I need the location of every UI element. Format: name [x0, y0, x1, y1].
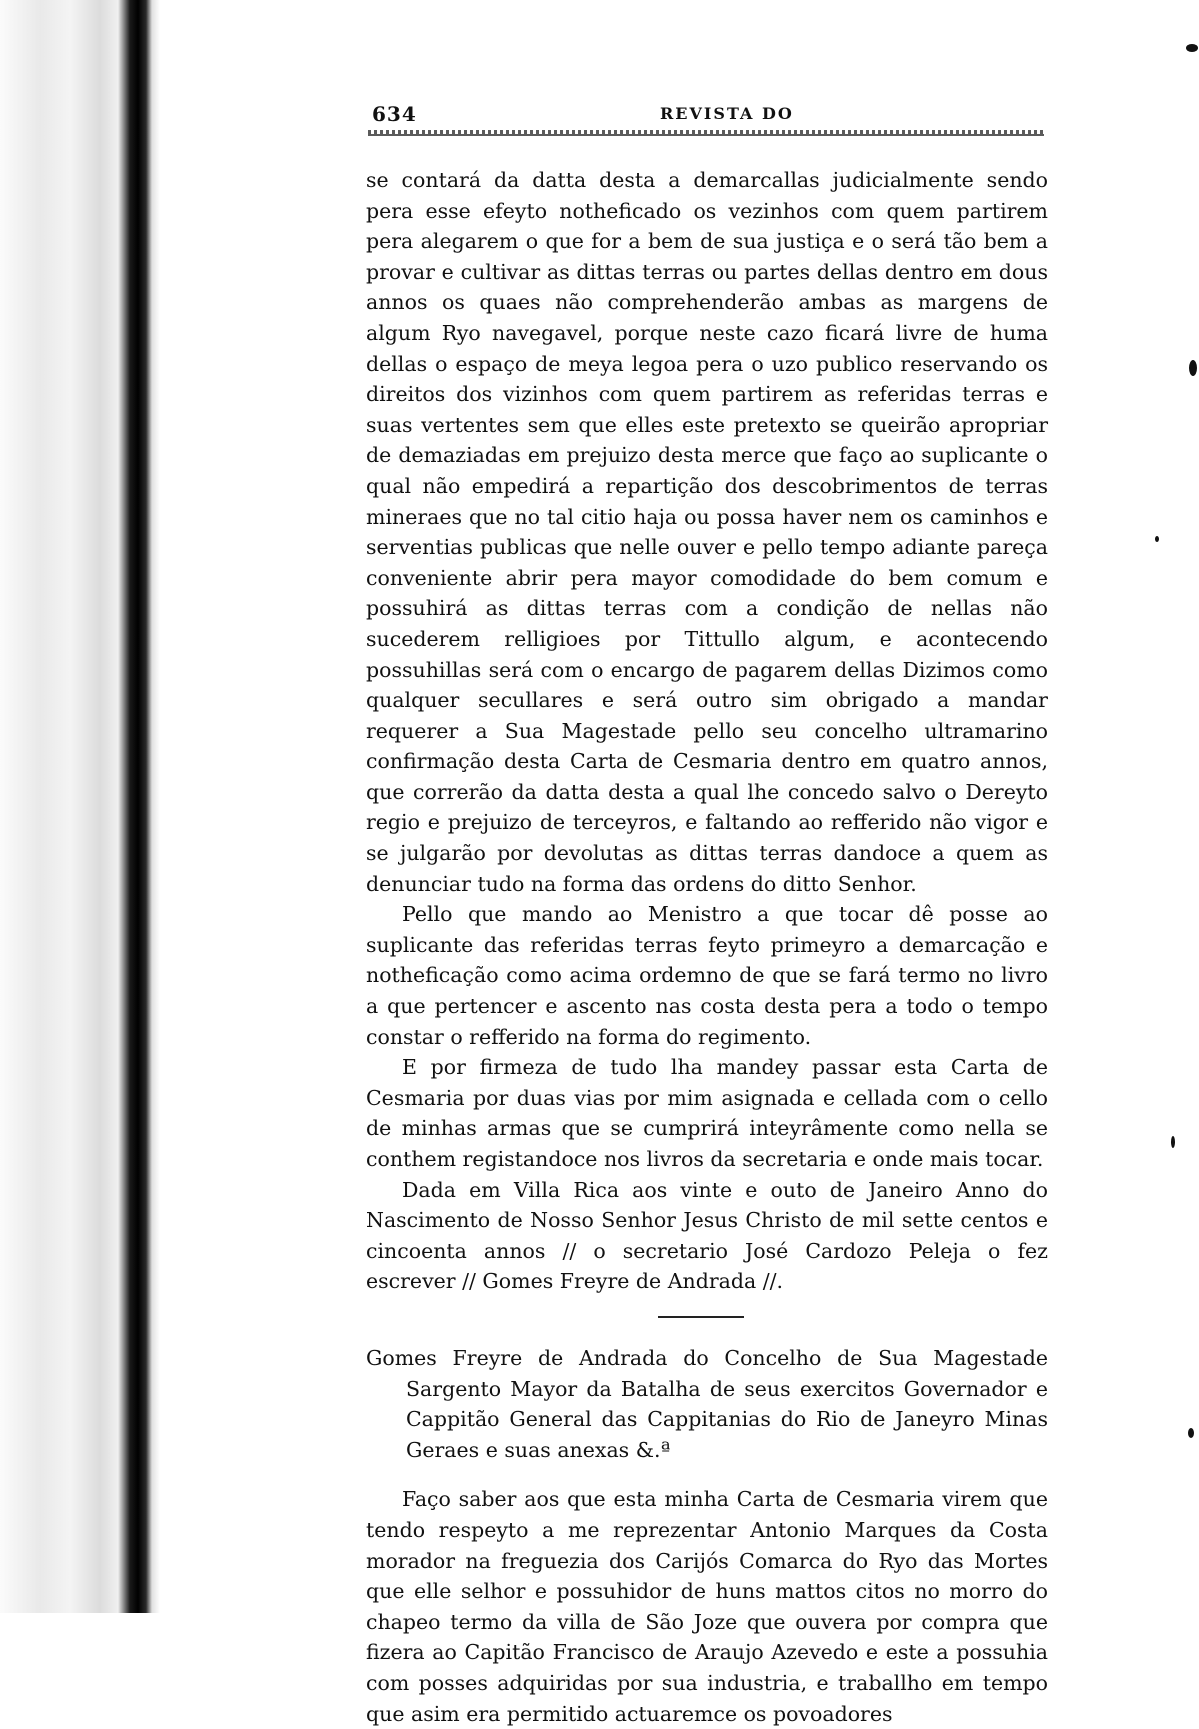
book-spine-shadow	[0, 0, 160, 1613]
ink-speck	[1171, 1136, 1175, 1148]
page-header	[372, 102, 1042, 132]
paragraph-5: Faço saber aos que esta minha Carta de Cesmaria virem que tendo respeyto a me reprezentar Antonio Marques da Costa morador na freguezia dos Carijós Comarca do Ryo das Mortes que elle selhor e possuhidor de huns mattos citos no morro do chapeo termo da villa de São Joze que ouvera por compra que fizera ao Capitão Francisco de Araujo Azevedo e este a possuhia com posses adquiridas por sua industria, e traballho em tempo que asim era permitido actuaremce os povoadores	[366, 1487, 1048, 1726]
paragraph-4: Dada em Villa Rica aos vinte e outo de Janeiro Anno do Nascimento de Nosso Senhor Jesus Christo de mil sette centos e cincoenta annos // o secretario José Cardozo Peleja o fez escrever // Gomes Freyre de Andrada //.	[366, 1177, 1048, 1294]
ink-speck	[1189, 360, 1197, 376]
running-head: REVISTA DO	[660, 104, 794, 123]
section-separator	[658, 1316, 744, 1318]
paragraph-2: Pello que mando ao Menistro a que tocar dê posse ao suplicante das referidas terras feyto primeyro a demarcação e notheficação como acima ordemno de que se fará termo no livro a que pertencer e ascento nas costa desta pera a todo o tempo constar o refferido na forma do regimento.	[366, 902, 1048, 1049]
header-rule	[368, 130, 1044, 136]
ink-speck	[1186, 44, 1198, 52]
page-number: 634	[372, 102, 417, 126]
section-heading: Gomes Freyre de Andrada do Concelho de Sua Magestade Sargento Mayor da Batalha de seus exercitos Governador e Cappitão General das Cappitanias do Rio de Janeyro Minas Geraes e suas anexas &.ª	[366, 1345, 1048, 1462]
main-text	[366, 165, 1048, 1729]
ink-speck	[1188, 1428, 1194, 1438]
ink-speck	[1155, 536, 1159, 542]
paragraph-3: E por firmeza de tudo lha mandey passar esta Carta de Cesmaria por duas vias por mim asignada e cellada com o cello de minhas armas que se cumprirá inteyrâmente como nella se conthem registandoce nos livros da secretaria e onde mais tocar.	[366, 1055, 1048, 1171]
paragraph-1: se contará da datta desta a demarcallas judicialmente sendo pera esse efeyto notheficado os vezinhos com quem partirem pera alegarem o que for a bem de sua justiça e o será tão bem a provar e cultivar as dittas terras ou partes dellas dentro em dous annos os quaes não comprehenderão ambas as margens de algum Ryo navegavel, porque neste cazo ficará livre de huma dellas o espaço de meya legoa pera o uzo publico reservando os direitos dos vizinhos com quem partirem as referidas terras e suas vertentes sem que elles este pretexto se queirão apropriar de demaziadas em prejuizo desta merce que faço ao suplicante o qual não empedirá a repartição dos descobrimentos de terras mineraes que no tal citio haja ou possa haver nem os caminhos e serventias publicas que nelle ouver e pello tempo adiante pareça conveniente abrir pera mayor comodidade do bem comum e possuhirá as dittas terras com a condição de nellas não sucederem relligioes por Tittullo algum, e acontecendo possuhillas será com o encargo de pagarem dellas Dizimos como qualquer secullares e será outro sim obrigado a mandar requerer a Sua Magestade pello seu concelho ultramarino confirmação desta Carta de Cesmaria dentro em quatro annos, que correrão da datta desta a qual lhe concedo salvo o Dereyto regio e prejuizo de terceyros, e faltando ao refferido não vigor e se julgarão por devolutas as dittas terras dandoce a quem as denunciar tudo na forma das ordens do ditto Senhor.	[366, 168, 1048, 896]
